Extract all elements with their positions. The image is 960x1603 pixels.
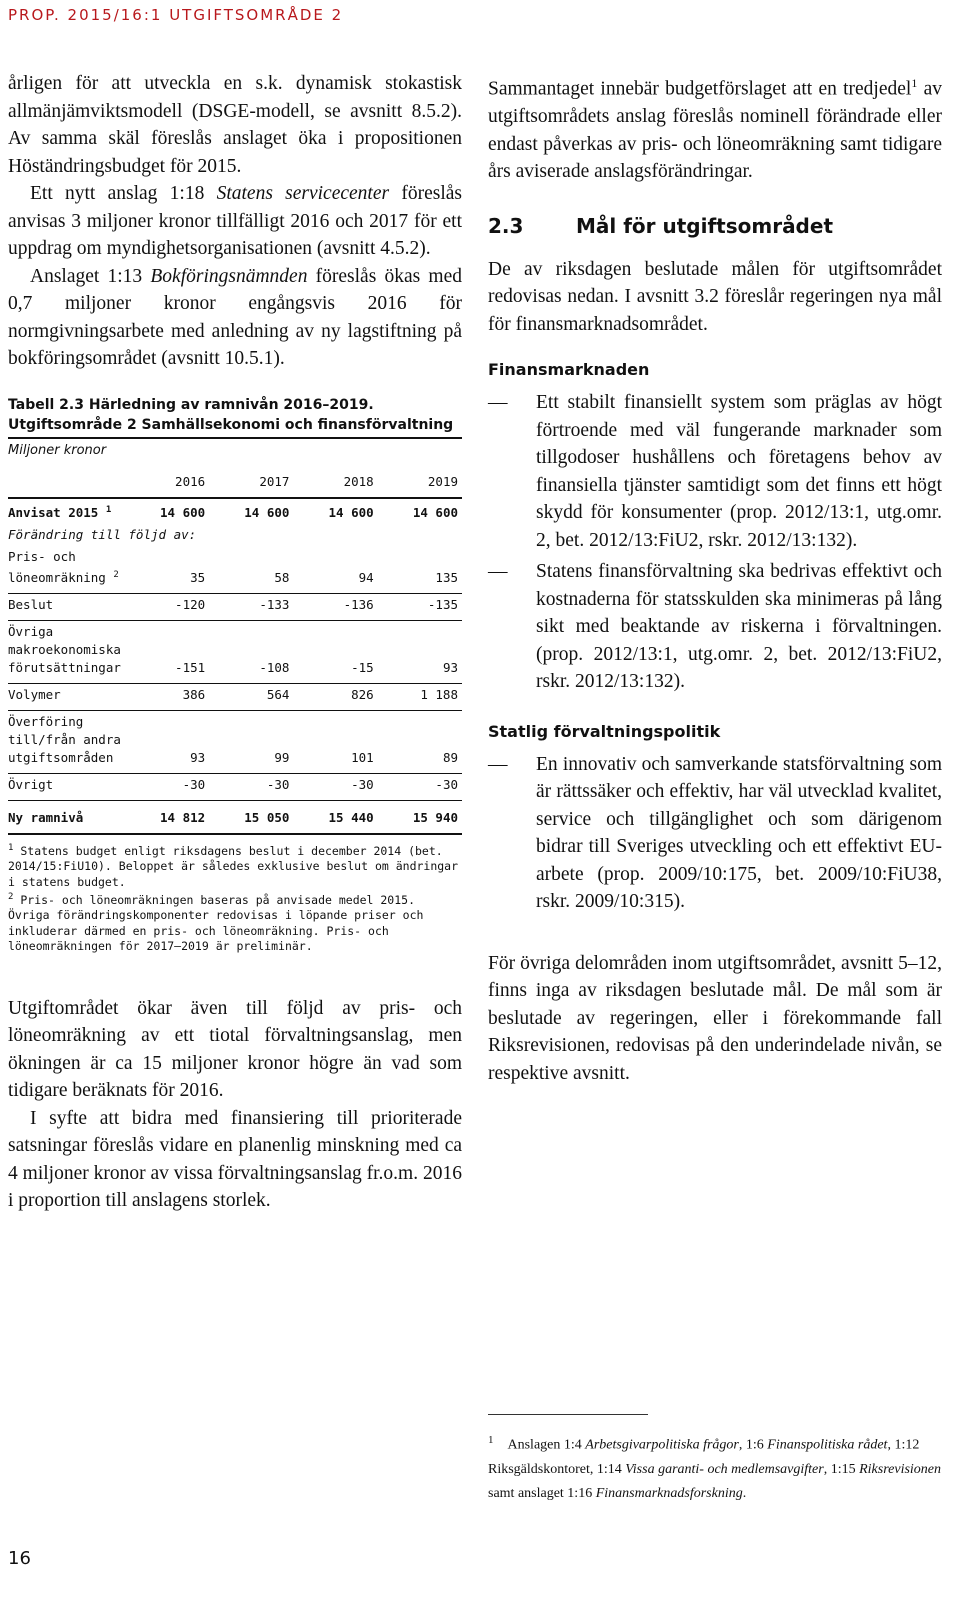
row-label: Ny ramnivå (8, 800, 125, 834)
footnote-divider (488, 1414, 648, 1415)
table-cell: 94 (293, 546, 377, 594)
row-label: Överföring till/från andra utgiftsområden (8, 710, 125, 773)
table-cell: 826 (293, 683, 377, 710)
table-row (8, 710, 462, 773)
table-cell: 564 (209, 683, 293, 710)
table-cell: 1 188 (378, 683, 462, 710)
right-column (488, 70, 942, 1087)
table-row (8, 620, 462, 683)
row-label: Övrigt (8, 773, 125, 800)
table-cell: -120 (125, 593, 209, 620)
table-cell: -136 (293, 593, 377, 620)
table-unit: Miljoner kronor (8, 442, 107, 458)
paragraph: Sammantaget innebär budgetförslaget att en tredjedel$^1$ av utgiftsområdets anslag föreslås nominell förändrade eller endast påverkas av pris- och löneomräkning samt tidigare års aviserade anslagsförändringar. (488, 76, 942, 182)
paragraph: Anslaget 1:13 Bokföringsnämnden föreslås ökas med 0,7 miljoner kronor engångsvis 2016 för normgivningsarbete med anledning av ny lagstiftning på bokföringsområdet (avsnitt 10.5.1). (8, 265, 462, 369)
table-cell: 386 (125, 683, 209, 710)
section-title: Mål för utgiftsområdet (576, 213, 834, 238)
paragraph: I syfte att bidra med finansiering till prioriterade satsningar föreslås vidare en planenlig minskning med ca 4 miljoner kronor av vissa förvaltningsanslag fr.o.m. 2016 i proportion till anslagens storlek. (8, 1107, 462, 1212)
table-cell: 15 440 (293, 800, 377, 834)
paragraph: För övriga delområden inom utgiftsområdet, avsnitt 5–12, finns inga av riksdagen beslutade mål. De mål som är beslutade av regeringen, eller i förekommande fall Riksrevisionen, redovisas på den underindelade nivån, se respektive avsnitt. (488, 952, 942, 1084)
table-cell: 14 600 (293, 498, 377, 524)
table-cell: 15 050 (209, 800, 293, 834)
paragraph: Utgiftområdet ökar även till följd av pris- och löneomräkning av ett tiotal förvaltningsanslag, men ökningen är ca 15 miljoner kronor högre än vad som tidigare beräknats för 2016. (8, 997, 462, 1102)
table-row (8, 524, 462, 546)
table-cell: -30 (125, 773, 209, 800)
table-cell: 14 600 (209, 498, 293, 524)
table-total-row (8, 800, 462, 834)
table-footnotes (8, 841, 462, 955)
table-block (8, 395, 462, 955)
page-footnote: $^1$ Anslagen 1:4 Arbetsgivarpolitiska frågor, 1:6 Finanspolitiska rådet, 1:12 Riksgäldskontoret, 1:14 Vissa garanti- och medlemsavgifter, 1:15 Riksrevisionen samt anslaget 1:16 Finansmarknadsforskning. (488, 1434, 942, 1501)
table-cell: -30 (209, 773, 293, 800)
paragraph: årligen för att utveckla en s.k. dynamisk stokastisk allmänjämviktsmodell (DSGE-modell, se avsnitt 8.5.2). Av samma skäl föreslås anslaget öka i propositionen Höständringsbudget för 2015. (8, 73, 462, 177)
table-cell: -30 (293, 773, 377, 800)
table-footnote-1: $^1$ Statens budget enligt riksdagens beslut i december 2014 (bet. 2014/15:FiU10). Beloppet är således exklusive beslut om ändringar i statens budget. (8, 842, 459, 889)
table-cell: 93 (125, 710, 209, 773)
table-cell: -15 (293, 620, 377, 683)
year-header: 2019 (427, 473, 458, 489)
year-header: 2018 (343, 473, 374, 489)
table-cell: 58 (209, 546, 293, 594)
row-label: Volymer (8, 683, 125, 710)
table-cell: 14 600 (125, 498, 209, 524)
paragraph: De av riksdagen beslutade målen för utgiftsområdet redovisas nedan. I avsnitt 3.2 föreslår regeringen nya mål för finansmarknadsområdet. (488, 258, 942, 335)
section-heading (488, 214, 942, 238)
table-row (8, 773, 462, 800)
table-cell: 89 (378, 710, 462, 773)
section-number: 2.3 (488, 213, 524, 238)
derivation-table (8, 471, 462, 835)
left-column (8, 70, 462, 1215)
table-cell: -151 (125, 620, 209, 683)
row-label: Anvisat 2015 $^1$ (8, 498, 125, 524)
table-cell: 15 940 (378, 800, 462, 834)
list-item: — Ett stabilt finansiellt system som präglas av högt förtroende med väl fungerande marknader som tillgodoser hushållens och företagens behov av finansiella tjänster samtidigt som det finns ett högt skydd för konsumenter (prop. 2012/13:1, utg.omr. 2, bet. 2012/13:FiU2, rskr. 2012/13:132). (488, 389, 942, 554)
running-header: PROP. 2015/16:1 UTGIFTSOMRÅDE 2 (8, 6, 344, 24)
table-header-blank (8, 471, 125, 498)
subheading-finansmarknaden: Finansmarknaden (488, 360, 650, 379)
table-cell: -133 (209, 593, 293, 620)
list-item: — Statens finansförvaltning ska bedrivas effektivt och kostnaderna för statsskulden ska minimeras på lång sikt med beaktande av riskerna i förvaltningen. (prop. 2012/13:1, utg.omr. 2, bet. 2012/13:FiU2, rskr. 2012/13:132). (488, 558, 942, 696)
table-cell: 14 600 (378, 498, 462, 524)
year-header: 2016 (175, 473, 206, 489)
table-cell: 99 (209, 710, 293, 773)
goal-list-forvaltningspolitik (488, 751, 942, 916)
table-cell: -135 (378, 593, 462, 620)
table-row (8, 546, 462, 594)
table-cell: 101 (293, 710, 377, 773)
list-item: — En innovativ och samverkande statsförvaltning som är rättssäker och effektiv, har väl utvecklad kvalitet, service och tillgänglighet och som därigenom bidrar till Sveriges utveckling och ett effektivt EU-arbete (prop. 2009/10:175, bet. 2009/10:FiU38, rskr. 2009/10:315). (488, 751, 942, 916)
table-header-row (8, 471, 462, 498)
table-subtitle: Utgiftsområde 2 Samhällsekonomi och finansförvaltning (8, 415, 462, 439)
year-header: 2017 (259, 473, 290, 489)
row-label: Beslut (8, 593, 125, 620)
table-cell: 14 812 (125, 800, 209, 834)
change-label: Förändring till följd av: (8, 526, 197, 542)
table-footnote-2: $^2$ Pris- och löneomräkningen baseras på anvisade medel 2015. Övriga förändringskomponenter redovisas i löpande priser och inkluderar därmed en pris- och löneomräkning. Pris- och löneomräkningen för 2017–2019 är preliminär. (8, 892, 424, 954)
row-label: Övriga makroekonomiska förutsättningar (8, 620, 125, 683)
table-row (8, 498, 462, 524)
page-number: 16 (8, 1548, 31, 1569)
table-cell: 35 (125, 546, 209, 594)
goal-list-finansmarknaden (488, 389, 942, 696)
row-label: Pris- och löneomräkning $^2$ (8, 546, 125, 594)
table-cell: -108 (209, 620, 293, 683)
table-cell: -30 (378, 773, 462, 800)
subheading-forvaltningspolitik: Statlig förvaltningspolitik (488, 721, 721, 741)
paragraph: Ett nytt anslag 1:18 Statens servicecenter föreslås anvisas 3 miljoner kronor tillfälligt 2016 och 2017 för ett uppdrag om myndighetsorganisationen (avsnitt 4.5.2). (8, 183, 462, 259)
table-title: Tabell 2.3 Härledning av ramnivån 2016–2019. (8, 396, 374, 413)
table-row (8, 683, 462, 710)
table-row (8, 593, 462, 620)
table-cell: 135 (378, 546, 462, 594)
table-cell: 93 (378, 620, 462, 683)
